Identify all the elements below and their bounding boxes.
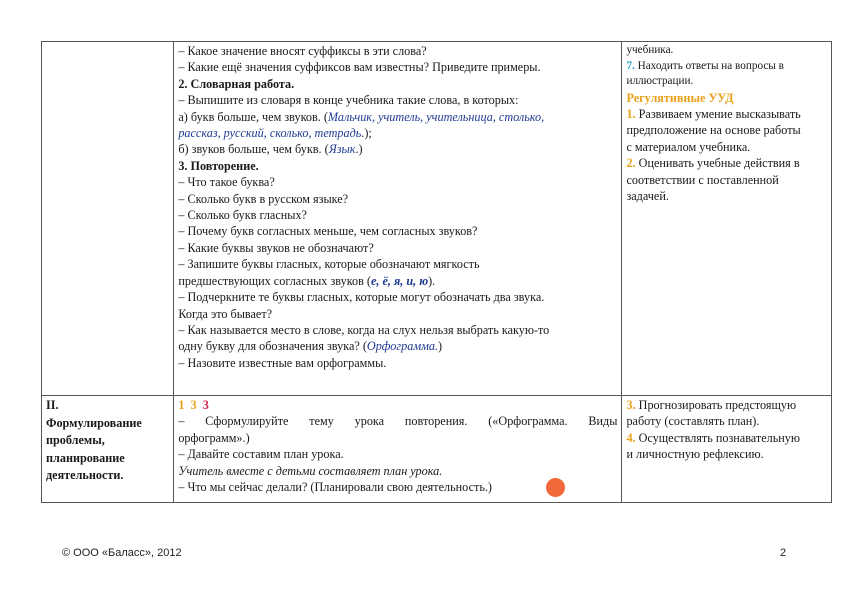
item-b-word: Язык [328, 142, 356, 157]
question-text: – Сколько букв гласных? [178, 208, 307, 223]
vowel-letters: е, ё, я, и, ю [370, 273, 429, 288]
marker-orange: 3 [190, 398, 197, 412]
q6-prefix: предшествующих согласных звуков ( [178, 273, 371, 288]
stage-title: Формулирование [46, 415, 142, 430]
q6-suffix: ). [428, 273, 436, 288]
question-text: – Почему букв согласных меньше, чем согласных звуков? [178, 224, 478, 239]
question-text-continued [178, 273, 617, 289]
marker-red: 3 [202, 398, 209, 412]
uud-item-number: 3. [626, 398, 636, 412]
uud-markers [178, 397, 617, 413]
uud-item-text-continued: работу (составлять план). [626, 414, 760, 429]
stage-title: проблемы, [46, 433, 105, 447]
question-text: – Что такое буква? [178, 175, 275, 190]
item-b-prefix: б) звуков больше, чем букв. ( [178, 142, 329, 157]
footer-copyright: © ООО «Баласс», 2012 [62, 547, 182, 559]
orange-circle-marker [546, 478, 565, 497]
question-text: – Подчеркните те буквы гласных, которые могут обозначать два звука. [178, 290, 545, 305]
uud-cell [622, 396, 832, 503]
uud-item-text: Развиваем умение высказывать [635, 106, 801, 121]
question-text: – Как называется место в слове, когда на слух нельзя выбрать какую-то [178, 322, 550, 337]
item-b-suffix: .) [355, 142, 363, 157]
uud-item-3 [626, 397, 827, 413]
uud-item-text: Находить ответы на вопросы в [634, 59, 784, 72]
q8-suffix: ) [438, 339, 443, 354]
q8-answer: Орфограмма. [366, 339, 439, 354]
question-text: – Запишите буквы гласных, которые обозначают мягкость [178, 257, 480, 272]
item-a-words: Мальчик, учитель, учительница, столько, [327, 109, 545, 124]
uud-item-text-continued: соответствии с поставленной [626, 172, 779, 187]
question-text: – Назовите известные вам орфограммы. [178, 355, 387, 370]
table-row [42, 42, 832, 396]
teacher-note: Учитель вместе с детьми составляет план урока. [178, 463, 443, 478]
table-row [42, 396, 832, 503]
uud-item-1 [626, 106, 827, 122]
uud-item-text-continued: и личностную рефлексию. [626, 447, 764, 462]
uud-item-text-continued: предположение на основе работы [626, 123, 801, 138]
uud-item-text: Прогнозировать предстоящую [635, 398, 797, 412]
uud-item-text-continued: с материалом учебника. [626, 139, 751, 154]
question-text: – Что мы сейчас делали? (Планировали свою деятельность.) [178, 480, 492, 495]
stage-number: II. [46, 398, 59, 412]
uud-item-number: 4. [626, 430, 636, 445]
task-text: – Выпишите из словаря в конце учебника такие слова, в которых: [178, 93, 519, 108]
uud-text: учебника. [626, 44, 674, 56]
question-text: – Какое значение вносят суффиксы в эти слова? [178, 44, 427, 58]
stage-cell-empty [42, 42, 174, 396]
uud-item-2 [626, 155, 827, 171]
uud-item-7 [626, 59, 827, 75]
uud-item-text: Оценивать учебные действия в [635, 156, 800, 171]
item-a-words-2: рассказ, русский, сколько, тетрадь [178, 126, 362, 141]
stage-title: планирование [46, 450, 125, 465]
question-text-continued: Когда это бывает? [178, 306, 273, 321]
question-text: – Сколько букв в русском языке? [178, 191, 349, 206]
uud-item-text: Осуществлять познавательную [635, 430, 800, 445]
section-heading-repetition: 3. Повторение. [178, 158, 259, 173]
page-number: 2 [780, 547, 787, 559]
question-text-continued [178, 338, 617, 354]
content-cell [174, 42, 622, 396]
uud-heading-regulative: Регулятивные УУД [626, 90, 734, 105]
task-text-continued: орфограмм».) [178, 430, 250, 445]
uud-cell [622, 42, 832, 396]
task-text: – Давайте составим план урока. [178, 447, 344, 462]
item-a-continued [178, 125, 617, 141]
uud-item-text-continued: иллюстрации. [626, 75, 694, 87]
stage-title: деятельности. [46, 468, 124, 482]
item-b [178, 141, 617, 157]
question-text: – Какие буквы звуков не обозначают? [178, 240, 374, 255]
uud-item-number: 2. [626, 156, 636, 171]
section-heading-vocabulary: 2. Словарная работа. [178, 76, 295, 91]
q8-prefix: одну букву для обозначения звука? ( [178, 339, 367, 354]
stage-cell [42, 396, 174, 503]
item-a-prefix: а) букв больше, чем звуков. ( [178, 109, 328, 124]
question-text: – Какие ещё значения суффиксов вам известны? Приведите примеры. [178, 60, 541, 75]
item-a [178, 109, 617, 125]
task-text: – Сформулируйте тему урока повторения. («Орфограмма. Виды [178, 414, 618, 429]
marker-orange: 1 [178, 398, 185, 412]
uud-item-number: 1. [626, 106, 636, 121]
item-a-suffix: .); [361, 126, 372, 141]
uud-item-number: 7. [626, 59, 635, 72]
lesson-plan-table [41, 41, 832, 503]
uud-item-text-continued: задачей. [626, 188, 669, 203]
uud-item-4 [626, 430, 827, 446]
